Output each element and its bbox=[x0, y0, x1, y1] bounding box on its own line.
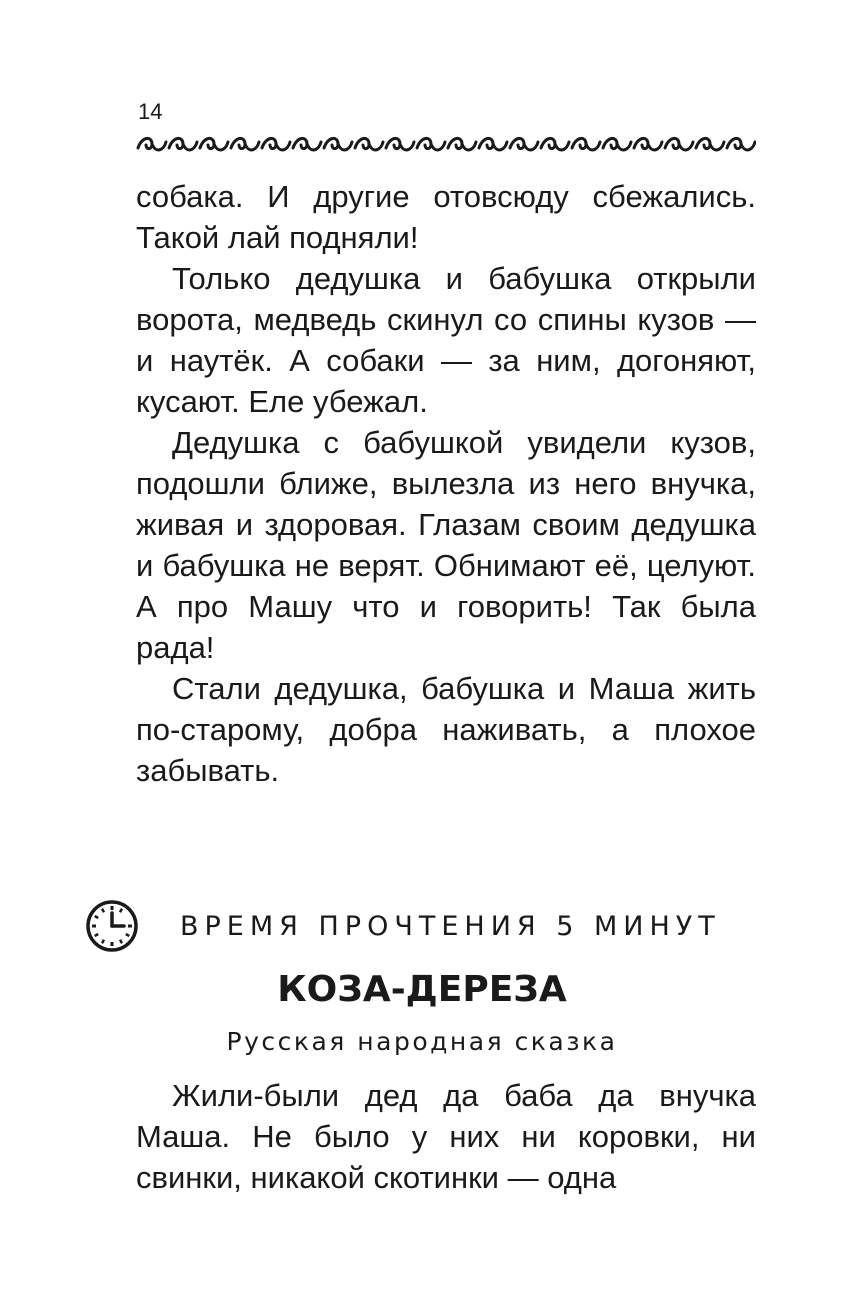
story-start-text bbox=[136, 1075, 756, 1198]
story-end-text bbox=[136, 176, 756, 791]
paragraph: Стали дедушка, бабушка и Маша жить по-старому, добра наживать, а плохое забывать. bbox=[136, 671, 756, 788]
wave-ornament-icon bbox=[136, 128, 756, 158]
ornament-wave bbox=[138, 138, 755, 150]
paragraph: Дедушка с бабушкой увидели кузов, подошли ближе, вылезла из него внучка, живая и здоровая. Глазам своим дедушка и бабушка не верят. Обнимают её, целуют. А про Машу что и говорить! Так была рада! bbox=[136, 425, 756, 665]
story-title: КОЗА-ДЕРЕЗА bbox=[277, 969, 567, 1010]
reading-time bbox=[84, 896, 764, 956]
story-subtitle: Русская народная сказка bbox=[226, 1027, 618, 1056]
paragraph: собака. И другие отовсюду сбежались. Такой лай подняли! bbox=[136, 179, 756, 255]
paragraph: Жили-были дед да баба да внучка Маша. Не было у них ни коровки, ни свинки, никакой скотинки — одна bbox=[136, 1078, 756, 1195]
page-number: 14 bbox=[138, 99, 163, 124]
reading-time-label: ВРЕМЯ ПРОЧТЕНИЯ 5 МИНУТ bbox=[180, 910, 721, 942]
clock-icon bbox=[84, 898, 140, 954]
paragraph: Только дедушка и бабушка открыли ворота, медведь скинул со спины кузов — и наутёк. А собаки — за ним, догоняют, кусают. Еле убежал. bbox=[136, 261, 756, 419]
